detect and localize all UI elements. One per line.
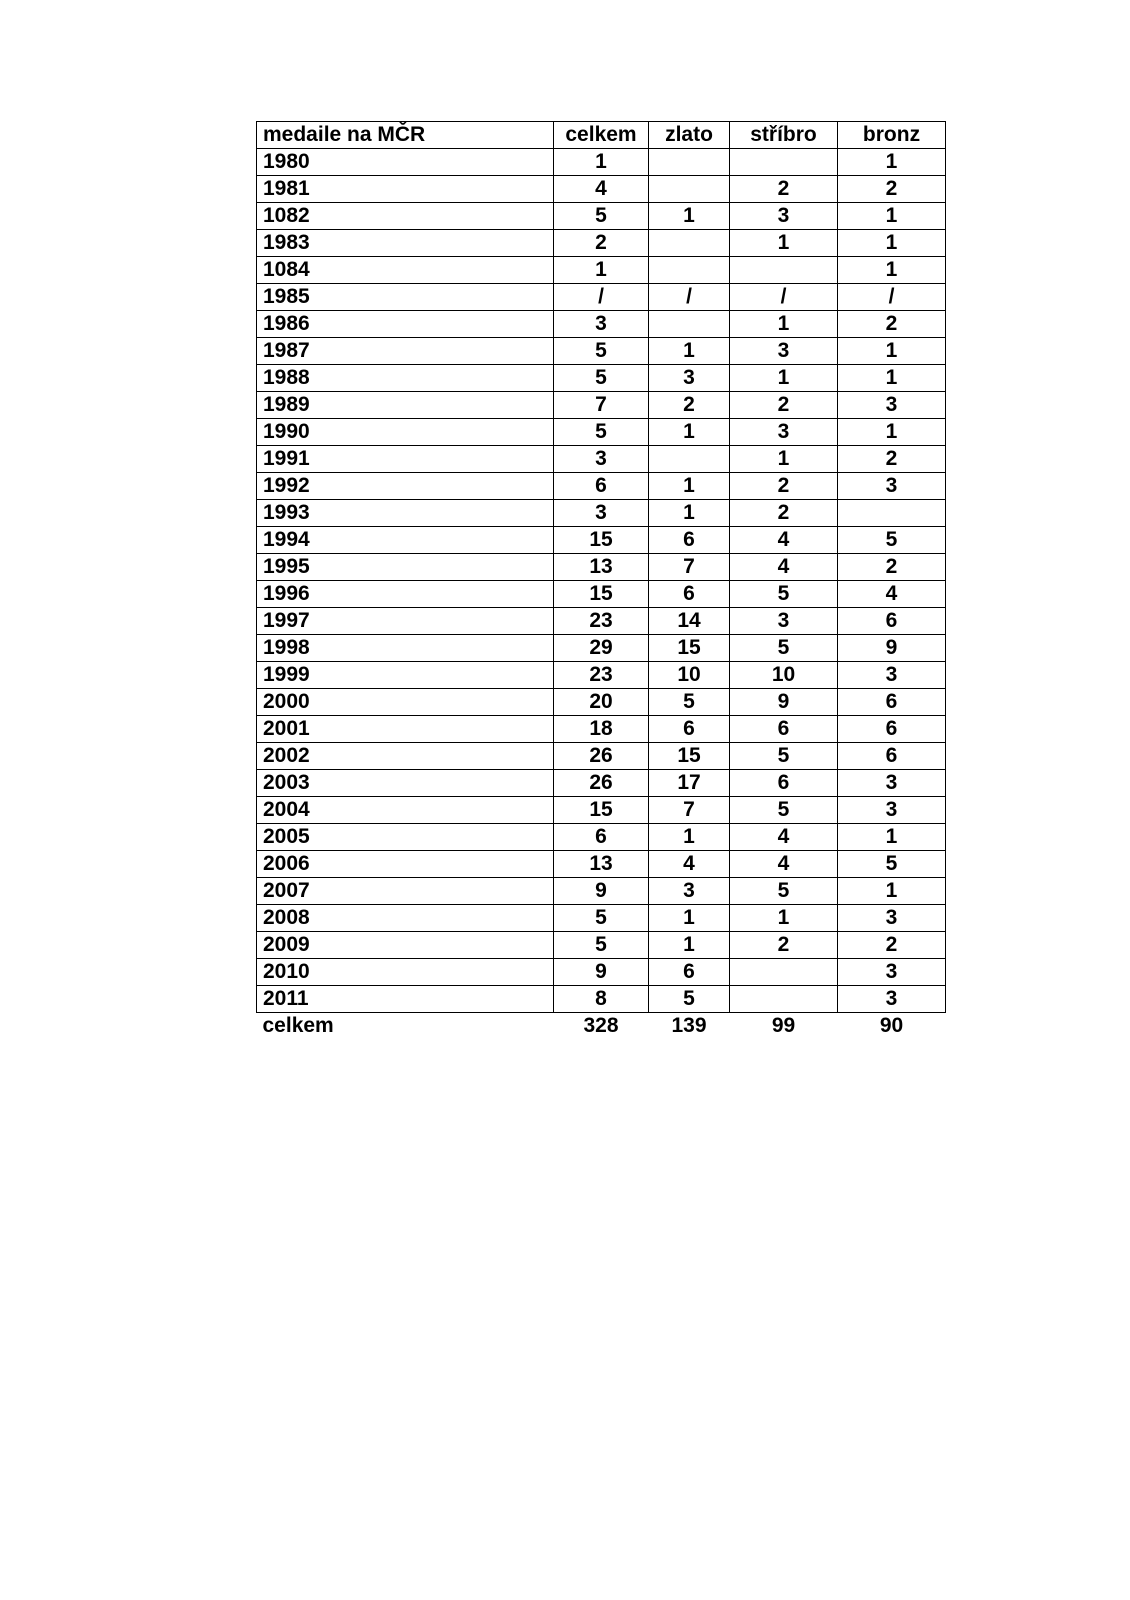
bronz-cell: 1 [838,149,946,176]
stribro-cell: 2 [730,176,838,203]
stribro-cell: 2 [730,932,838,959]
table-row [257,770,946,797]
header-silver: stříbro [730,122,838,149]
year-cell: 2006 [257,851,554,878]
table-row [257,176,946,203]
celkem-cell: 29 [554,635,649,662]
bronz-cell: 3 [838,662,946,689]
year-cell: 1986 [257,311,554,338]
stribro-cell: 5 [730,743,838,770]
zlato-cell: 7 [649,797,730,824]
table-row [257,419,946,446]
bronz-cell: 6 [838,608,946,635]
table-row [257,203,946,230]
table-header-row [257,122,946,149]
stribro-cell: 1 [730,311,838,338]
stribro-cell: 5 [730,878,838,905]
zlato-cell: 3 [649,365,730,392]
year-cell: 1996 [257,581,554,608]
bronz-cell: 9 [838,635,946,662]
zlato-cell: 6 [649,959,730,986]
zlato-cell: 1 [649,338,730,365]
zlato-cell: 6 [649,527,730,554]
year-cell: 1084 [257,257,554,284]
bronz-cell: 1 [838,230,946,257]
zlato-cell: 1 [649,905,730,932]
bronz-cell: 1 [838,419,946,446]
stribro-cell: 2 [730,500,838,527]
stribro-cell: 9 [730,689,838,716]
celkem-cell: 8 [554,986,649,1013]
table-row [257,797,946,824]
stribro-cell: 3 [730,608,838,635]
table-row [257,824,946,851]
total-celkem: 328 [583,1014,619,1037]
zlato-cell: 3 [649,878,730,905]
header-year: medaile na MČR [257,122,554,149]
zlato-cell: 6 [649,716,730,743]
bronz-cell: 4 [838,581,946,608]
zlato-cell: / [649,284,730,311]
stribro-cell: 4 [730,824,838,851]
bronz-cell: 1 [838,878,946,905]
bronz-cell: 3 [838,959,946,986]
zlato-cell: 15 [649,743,730,770]
total-zlato: 139 [671,1014,707,1037]
stribro-cell: 4 [730,554,838,581]
celkem-cell: 20 [554,689,649,716]
stribro-cell [730,959,838,986]
bronz-cell: 1 [838,257,946,284]
stribro-cell: 5 [730,635,838,662]
year-cell: 1995 [257,554,554,581]
celkem-cell: 6 [554,824,649,851]
year-cell: 1987 [257,338,554,365]
celkem-cell: 23 [554,608,649,635]
table-row [257,257,946,284]
header-bronze: bronz [838,122,946,149]
year-cell: 1999 [257,662,554,689]
bronz-cell: / [838,284,946,311]
zlato-cell [649,176,730,203]
bronz-cell: 3 [838,986,946,1013]
bronz-cell: 3 [838,473,946,500]
zlato-cell: 1 [649,824,730,851]
table-row [257,581,946,608]
stribro-cell: 3 [730,419,838,446]
zlato-cell: 1 [649,500,730,527]
celkem-cell: 26 [554,743,649,770]
zlato-cell: 6 [649,581,730,608]
celkem-cell: 15 [554,797,649,824]
stribro-cell: 4 [730,527,838,554]
celkem-cell: 9 [554,959,649,986]
year-cell: 1980 [257,149,554,176]
stribro-cell: 2 [730,392,838,419]
medal-table [256,121,946,1039]
year-cell: 2009 [257,932,554,959]
table-row [257,392,946,419]
bronz-cell: 6 [838,743,946,770]
stribro-cell: 3 [730,203,838,230]
total-label: celkem [262,1014,334,1037]
zlato-cell [649,257,730,284]
celkem-cell: 5 [554,365,649,392]
bronz-cell: 2 [838,932,946,959]
year-cell: 1993 [257,500,554,527]
bronz-cell: 3 [838,392,946,419]
table-row [257,986,946,1013]
year-cell: 1994 [257,527,554,554]
year-cell: 2002 [257,743,554,770]
table-row [257,635,946,662]
table-body [257,149,946,1013]
table-row [257,149,946,176]
bronz-cell: 1 [838,824,946,851]
stribro-cell: 4 [730,851,838,878]
celkem-cell: 13 [554,554,649,581]
celkem-cell: 26 [554,770,649,797]
celkem-cell: / [554,284,649,311]
celkem-cell: 13 [554,851,649,878]
zlato-cell: 4 [649,851,730,878]
stribro-cell: / [730,284,838,311]
year-cell: 2005 [257,824,554,851]
stribro-cell: 1 [730,905,838,932]
table-row [257,959,946,986]
stribro-cell: 3 [730,338,838,365]
table-row [257,716,946,743]
celkem-cell: 15 [554,581,649,608]
bronz-cell: 3 [838,770,946,797]
table-row [257,608,946,635]
stribro-cell: 5 [730,581,838,608]
bronz-cell: 1 [838,338,946,365]
celkem-cell: 7 [554,392,649,419]
stribro-cell: 1 [730,446,838,473]
header-total: celkem [554,122,649,149]
stribro-cell [730,986,838,1013]
table-row [257,473,946,500]
year-cell: 2000 [257,689,554,716]
table-row [257,905,946,932]
celkem-cell: 1 [554,149,649,176]
celkem-cell: 3 [554,446,649,473]
zlato-cell [649,149,730,176]
zlato-cell: 7 [649,554,730,581]
year-cell: 1983 [257,230,554,257]
table-row [257,878,946,905]
year-cell: 1990 [257,419,554,446]
year-cell: 1991 [257,446,554,473]
celkem-cell: 5 [554,203,649,230]
year-cell: 1997 [257,608,554,635]
table-row [257,554,946,581]
bronz-cell: 1 [838,365,946,392]
zlato-cell: 1 [649,473,730,500]
zlato-cell [649,230,730,257]
stribro-cell: 6 [730,770,838,797]
zlato-cell: 10 [649,662,730,689]
zlato-cell: 5 [649,689,730,716]
table-row [257,527,946,554]
table-row [257,446,946,473]
celkem-cell: 23 [554,662,649,689]
bronz-cell: 2 [838,446,946,473]
zlato-cell: 14 [649,608,730,635]
year-cell: 2008 [257,905,554,932]
zlato-cell: 5 [649,986,730,1013]
celkem-cell: 5 [554,419,649,446]
year-cell: 1082 [257,203,554,230]
celkem-cell: 18 [554,716,649,743]
stribro-cell: 6 [730,716,838,743]
bronz-cell: 6 [838,716,946,743]
table-row [257,851,946,878]
table-row [257,365,946,392]
year-cell: 1992 [257,473,554,500]
celkem-cell: 3 [554,311,649,338]
stribro-cell [730,257,838,284]
stribro-cell: 2 [730,473,838,500]
celkem-cell: 5 [554,338,649,365]
table-row [257,230,946,257]
zlato-cell: 1 [649,419,730,446]
celkem-cell: 4 [554,176,649,203]
bronz-cell: 2 [838,176,946,203]
zlato-cell: 1 [649,203,730,230]
year-cell: 1985 [257,284,554,311]
bronz-cell: 2 [838,554,946,581]
celkem-cell: 9 [554,878,649,905]
total-stribro: 99 [771,1014,796,1037]
bronz-cell: 6 [838,689,946,716]
celkem-cell: 15 [554,527,649,554]
header-gold: zlato [649,122,730,149]
total-bronz: 90 [879,1014,904,1037]
celkem-cell: 3 [554,500,649,527]
table-row [257,662,946,689]
year-cell: 1989 [257,392,554,419]
table-row [257,932,946,959]
zlato-cell [649,311,730,338]
table-row [257,284,946,311]
celkem-cell: 6 [554,473,649,500]
stribro-cell [730,149,838,176]
table-row [257,743,946,770]
celkem-cell: 5 [554,932,649,959]
bronz-cell: 1 [838,203,946,230]
zlato-cell: 15 [649,635,730,662]
table-row [257,338,946,365]
celkem-cell: 2 [554,230,649,257]
bronz-cell [838,500,946,527]
bronz-cell: 2 [838,311,946,338]
stribro-cell: 1 [730,365,838,392]
stribro-cell: 1 [730,230,838,257]
year-cell: 1981 [257,176,554,203]
table-row [257,500,946,527]
zlato-cell [649,446,730,473]
zlato-cell: 1 [649,932,730,959]
zlato-cell: 2 [649,392,730,419]
year-cell: 2010 [257,959,554,986]
zlato-cell: 17 [649,770,730,797]
year-cell: 2011 [257,986,554,1013]
bronz-cell: 5 [838,527,946,554]
celkem-cell: 5 [554,905,649,932]
celkem-cell: 1 [554,257,649,284]
bronz-cell: 3 [838,797,946,824]
year-cell: 2007 [257,878,554,905]
year-cell: 1988 [257,365,554,392]
total-row [257,1013,946,1040]
year-cell: 2004 [257,797,554,824]
table-row [257,311,946,338]
year-cell: 2003 [257,770,554,797]
stribro-cell: 5 [730,797,838,824]
year-cell: 2001 [257,716,554,743]
bronz-cell: 5 [838,851,946,878]
bronz-cell: 3 [838,905,946,932]
table-row [257,689,946,716]
year-cell: 1998 [257,635,554,662]
stribro-cell: 10 [730,662,838,689]
